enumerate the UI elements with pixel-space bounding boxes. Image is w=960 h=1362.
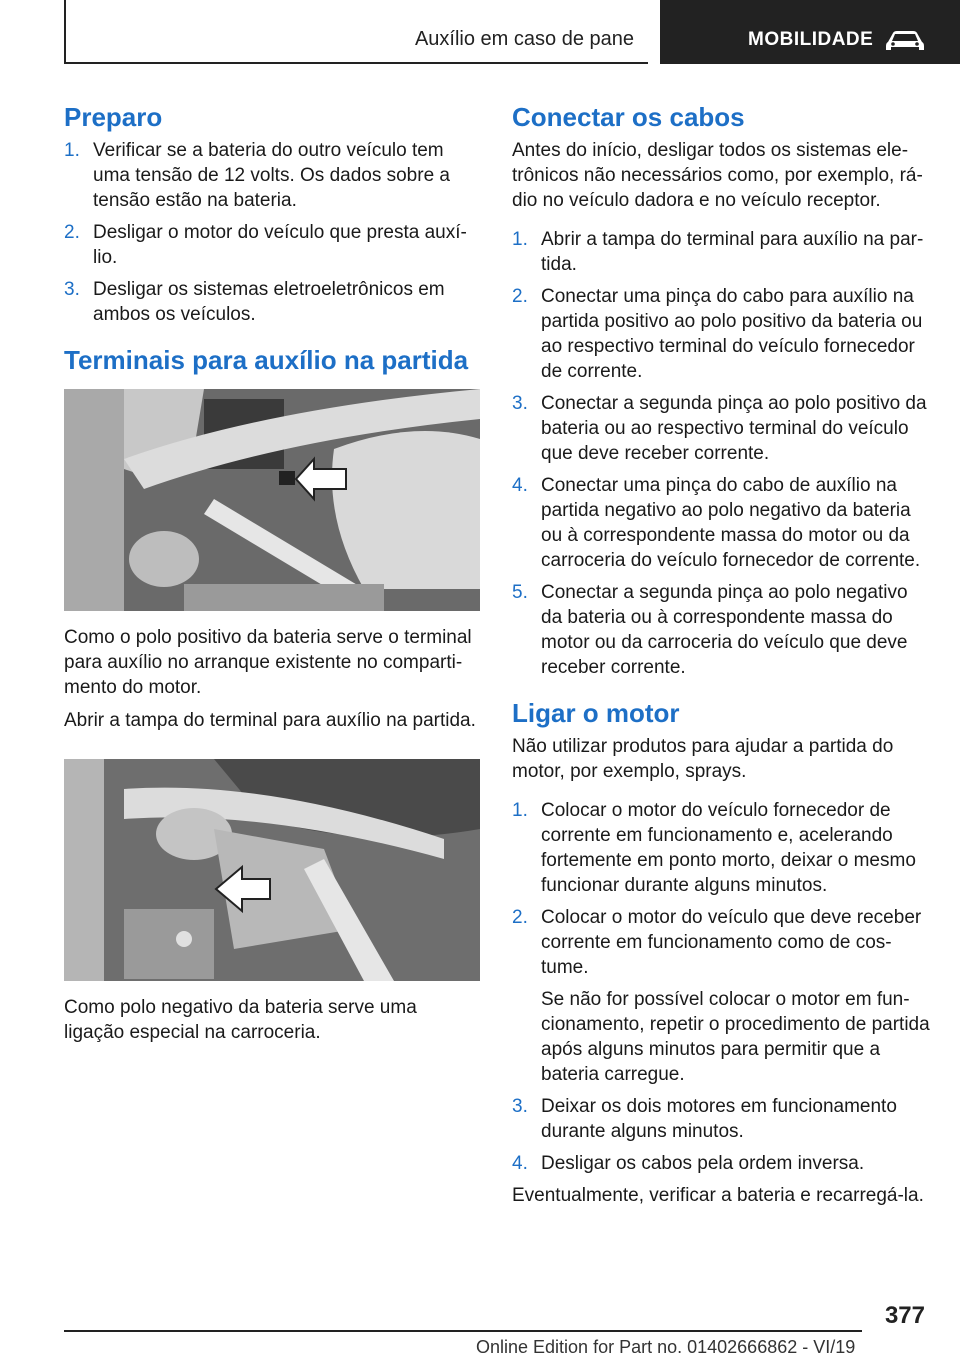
list-item [64,277,482,327]
step-text: Deixar os dois motores em funcionamento durante alguns minutos. [541,1096,897,1142]
heading-conectar: Conectar os cabos [512,102,745,132]
step-text: Desligar o motor do veículo que presta auxílio. [93,222,467,268]
list-item [512,473,932,573]
footer-rule [64,1330,862,1332]
list-item [512,284,932,384]
step-number: 3. [512,1096,528,1117]
step-number: 4. [512,1153,528,1174]
step-text: Conectar uma pinça do cabo de auxílio na partida negativo ao polo negativo da bateria ou à correspondente massa do motor ou da carroceria do veículo fornecedor de corrente. [541,475,921,571]
conectar-steps [512,227,932,680]
step-number: 1. [64,140,80,161]
step-text: Conectar uma pinça do cabo para auxílio na partida positivo ao polo positivo da bateria ou ao respectivo terminal do veículo fornecedor de corrente. [541,286,923,382]
step-number: 2. [512,286,528,307]
step-note: Se não for possível colocar o motor em funcionamento, repetir o procedimento de partida após alguns minutos para permitir que a bateria carregue. [541,989,930,1085]
engine-photo-positive-terminal [64,389,480,611]
left-column [64,100,482,1045]
page-number: 377 [884,1302,925,1329]
heading-preparo: Preparo [64,102,163,132]
list-item [512,391,932,466]
step-number: 4. [512,475,528,496]
list-item [64,138,482,213]
list-item [512,798,932,898]
step-text: Colocar o motor do veículo fornecedor de corrente em funcionamento e, acelerando fortemente em ponto morto, deixar o mesmo funcionar durante alguns minutos. [541,800,916,896]
list-item [512,580,932,680]
car-icon [884,28,926,59]
step-text: Conectar a segunda pinça ao polo positivo da bateria ou ao respectivo terminal do veículo que deve receber corrente. [541,393,927,464]
ligar-steps [512,798,932,1176]
chapter-label: MOBILIDADE [748,29,874,50]
step-number: 1. [512,800,528,821]
step-number: 2. [64,222,80,243]
step-number: 1. [512,229,528,250]
footer-edition: Online Edition for Part no. 01402666862 - VI/19 [476,1337,856,1357]
step-text: Colocar o motor do veículo que deve receber corrente em funcionamento como de costume. [541,907,922,978]
step-text: Desligar os cabos pela ordem inversa. [541,1153,865,1174]
list-item [512,227,932,277]
step-text: Conectar a segunda pinça ao polo negativo da bateria ou à correspondente massa do motor ou da carroceria do veículo que deve receber corrente. [541,582,908,678]
paragraph-conectar-intro: Antes do início, desligar todos os sistemas eletrônicos não necessários como, por exemplo, rádio no veículo dadora e no veículo receptor. [512,140,923,211]
step-number: 5. [512,582,528,603]
paragraph-negative: Como polo negativo da bateria serve uma ligação especial na carroceria. [64,997,417,1043]
paragraph-open-cover: Abrir a tampa do terminal para auxílio na partida. [64,710,476,731]
heading-terminais: Terminais para auxílio na partida [64,345,469,375]
engine-photo-negative-terminal [64,759,480,981]
step-number: 3. [512,393,528,414]
right-column [512,100,932,1208]
heading-ligar: Ligar o motor [512,698,680,728]
paragraph-ligar-outro: Eventualmente, verificar a bateria e recarregá-la. [512,1185,924,1206]
step-text: Abrir a tampa do terminal para auxílio na partida. [541,229,924,275]
step-number: 3. [64,279,80,300]
list-item [512,905,932,1087]
paragraph-positive: Como o polo positivo da bateria serve o terminal para auxílio no arranque existente no compartimento do motor. [64,627,472,698]
list-item [512,1094,932,1144]
list-item [512,1151,932,1176]
preparo-steps [64,138,482,327]
list-item [64,220,482,270]
header-section-title: Auxílio em caso de pane [414,28,634,50]
paragraph-ligar-intro: Não utilizar produtos para ajudar a partida do motor, por exemplo, sprays. [512,736,894,782]
step-number: 2. [512,907,528,928]
step-text: Desligar os sistemas eletroeletrônicos em ambos os veículos. [93,279,445,325]
step-text: Verificar se a bateria do outro veículo tem uma tensão de 12 volts. Os dados sobre a tensão estão na bateria. [93,140,450,211]
